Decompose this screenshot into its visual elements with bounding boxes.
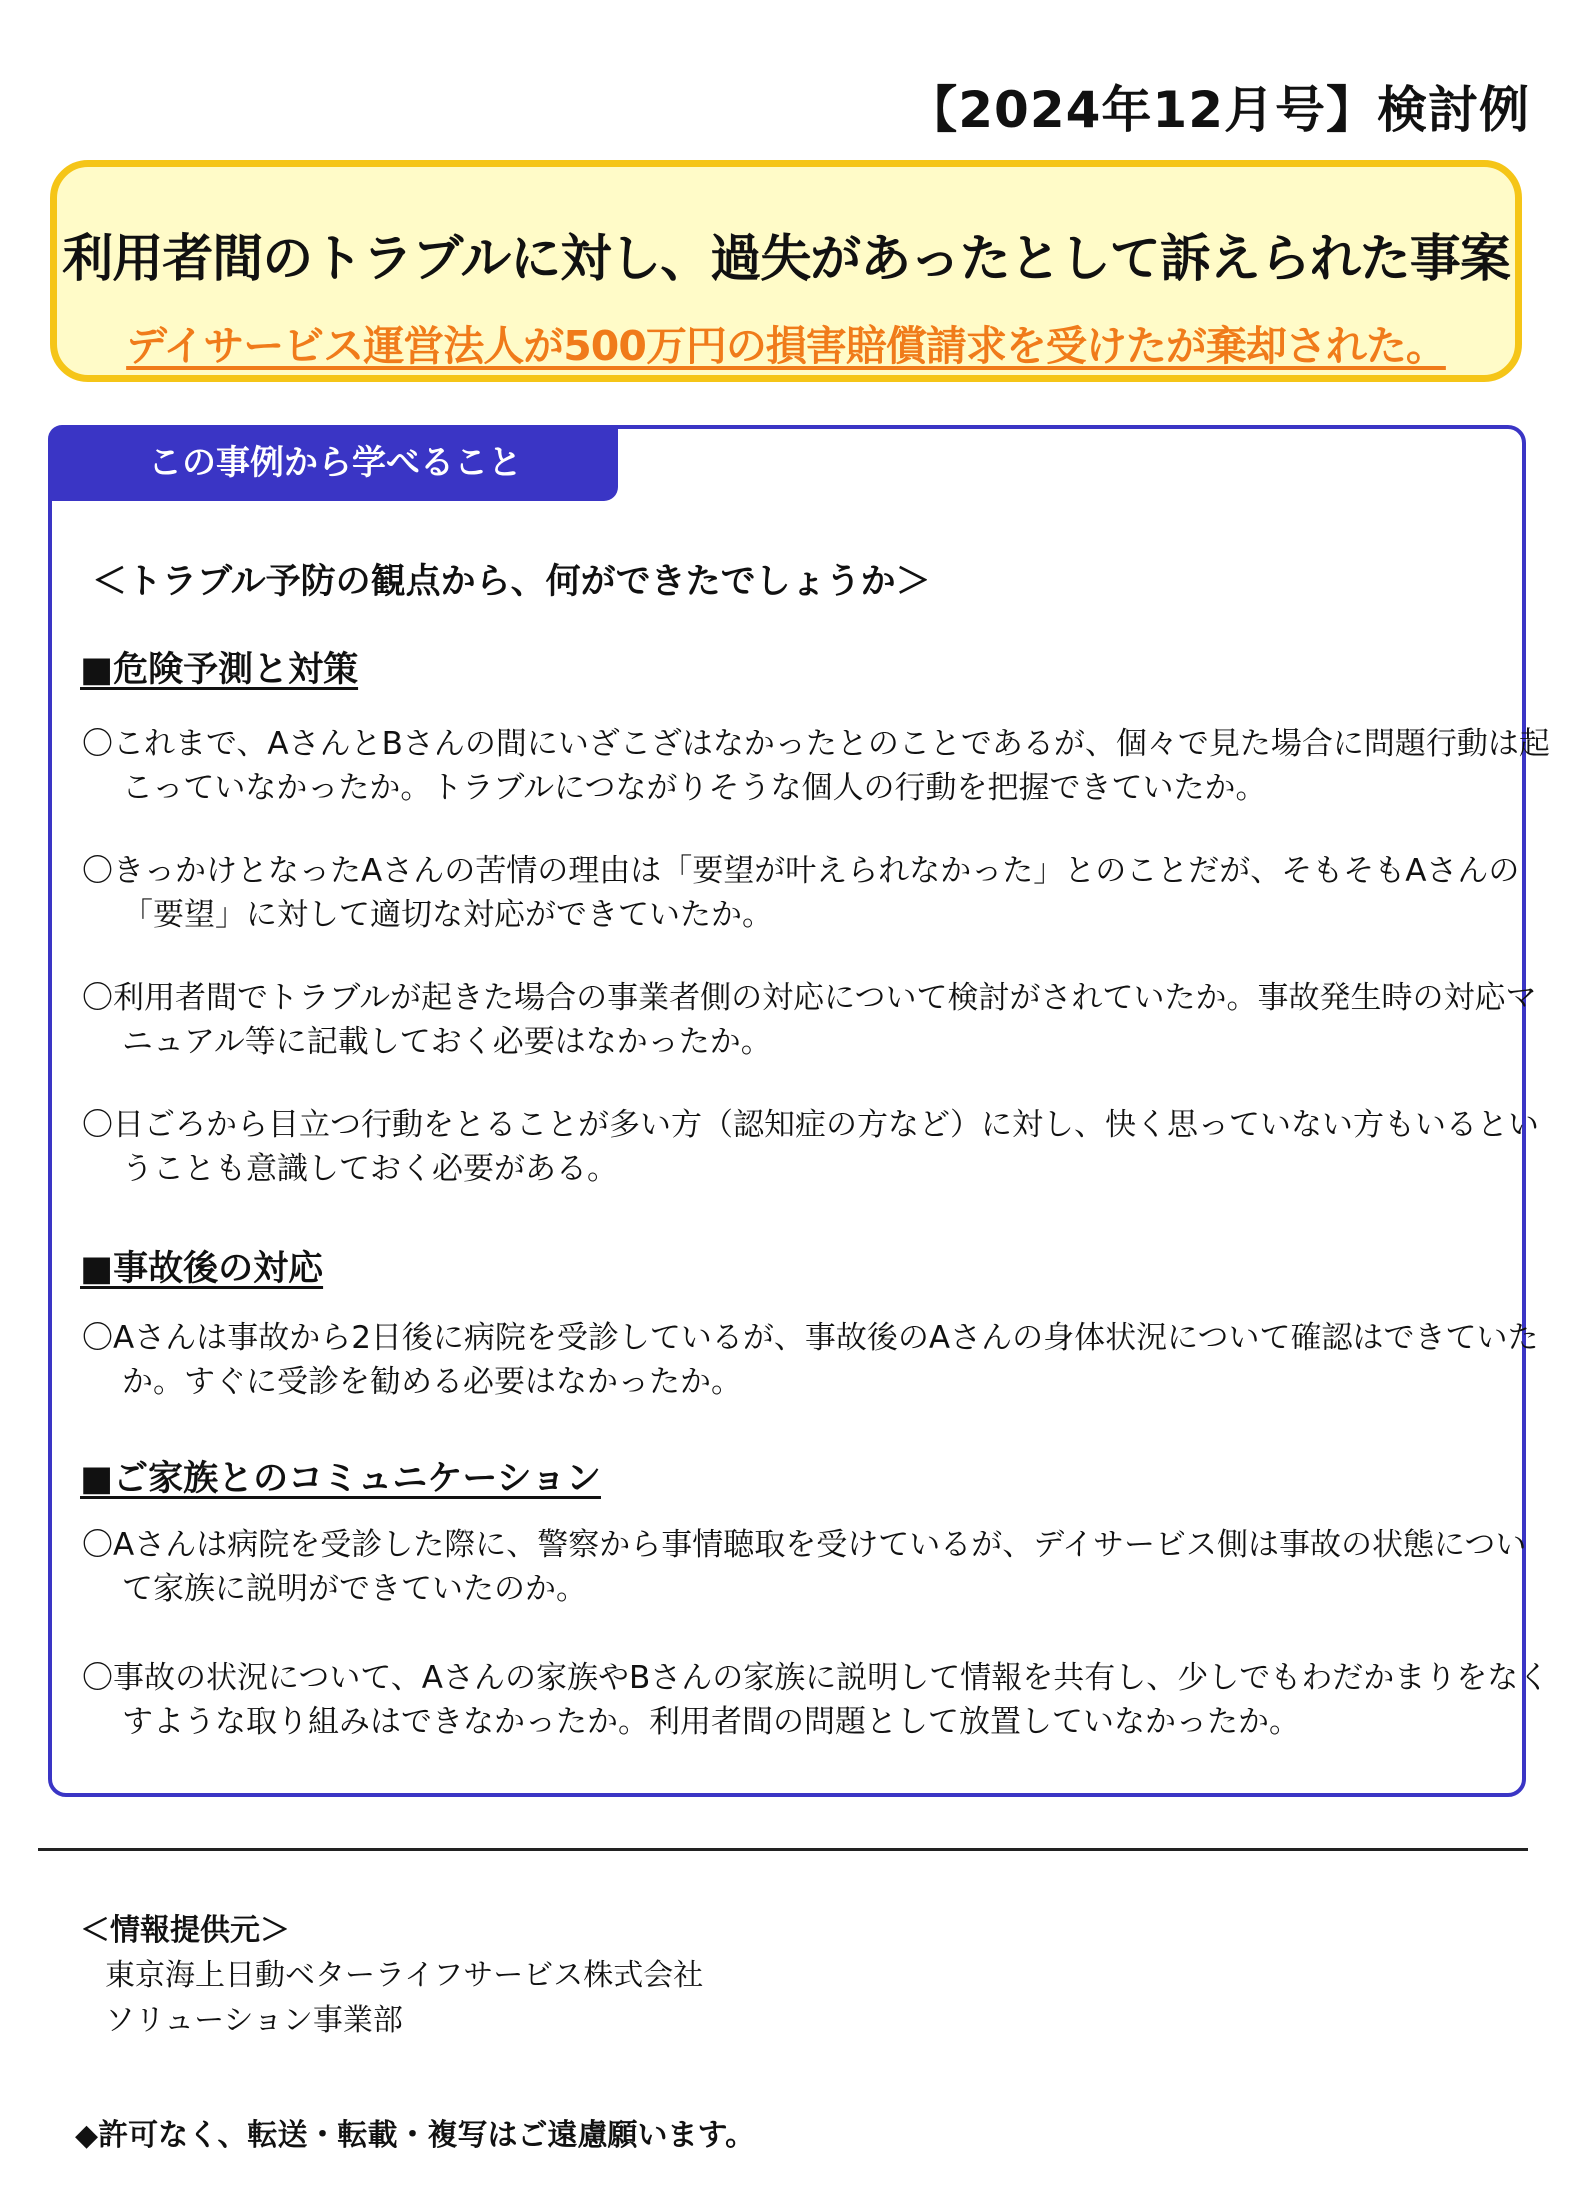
list-item: 〇事故の状況について、Aさんの家族やBさんの家族に説明して情報を共有し、少しでもわだかまりをなくすような取り組みはできなかったか。利用者間の問題として放置していなかったか。	[82, 1660, 1550, 1740]
list-item: 〇Aさんは病院を受診した際に、警察から事情聴取を受けているが、デイサービス側は事故の状態について家族に説明ができていたのか。	[82, 1527, 1527, 1607]
list-item: 〇きっかけとなったAさんの苦情の理由は「要望が叶えられなかった」とのことだが、そもそもAさんの「要望」に対して適切な対応ができていたか。	[82, 853, 1520, 933]
lessons-panel	[48, 425, 1550, 1797]
lessons-tab-label: この事例から学べること	[48, 425, 618, 501]
section-heading-after-accident: ■事故後の対応	[80, 1249, 324, 1289]
source-company: 東京海上日動ベターライフサービス株式会社	[105, 1958, 704, 1993]
source-department: ソリューション事業部	[105, 2003, 403, 2038]
list-item: 〇日ごろから目立つ行動をとることが多い方（認知症の方など）に対し、快く思っていない方もいるということも意識しておく必要がある。	[82, 1107, 1539, 1187]
case-title: 利用者間のトラブルに対し、過失があったとして訴えられた事案	[62, 230, 1510, 289]
section-heading-risk: ■危険予測と対策	[80, 650, 359, 690]
list-item: 〇Aさんは事故から2日後に病院を受診しているが、事故後のAさんの身体状況について確認はできていたか。すぐに受診を勧める必要はなかったか。	[82, 1320, 1539, 1400]
title-box	[50, 160, 1522, 382]
footer-divider	[38, 1848, 1528, 1851]
issue-label: 【2024年12月号】検討例	[907, 81, 1530, 139]
source-heading: ＜情報提供元＞	[80, 1913, 290, 1948]
list-item: 〇利用者間でトラブルが起きた場合の事業者側の対応について検討がされていたか。事故発生時の対応マニュアル等に記載しておく必要はなかったか。	[82, 980, 1537, 1060]
section-heading-family: ■ご家族とのコミュニケーション	[80, 1459, 601, 1499]
copy-notice: ◆許可なく、転送・転載・複写はご遠慮願います。	[75, 2118, 756, 2153]
list-item: 〇これまで、AさんとBさんの間にいざこざはなかったとのことであるが、個々で見た場合に問題行動は起こっていなかったか。トラブルにつながりそうな個人の行動を把握できていたか。	[82, 726, 1550, 806]
lessons-question: ＜トラブル予防の観点から、何ができたでしょうか＞	[92, 562, 931, 602]
case-subtitle: デイサービス運営法人が500万円の損害賠償請求を受けたが棄却された。	[126, 322, 1446, 370]
